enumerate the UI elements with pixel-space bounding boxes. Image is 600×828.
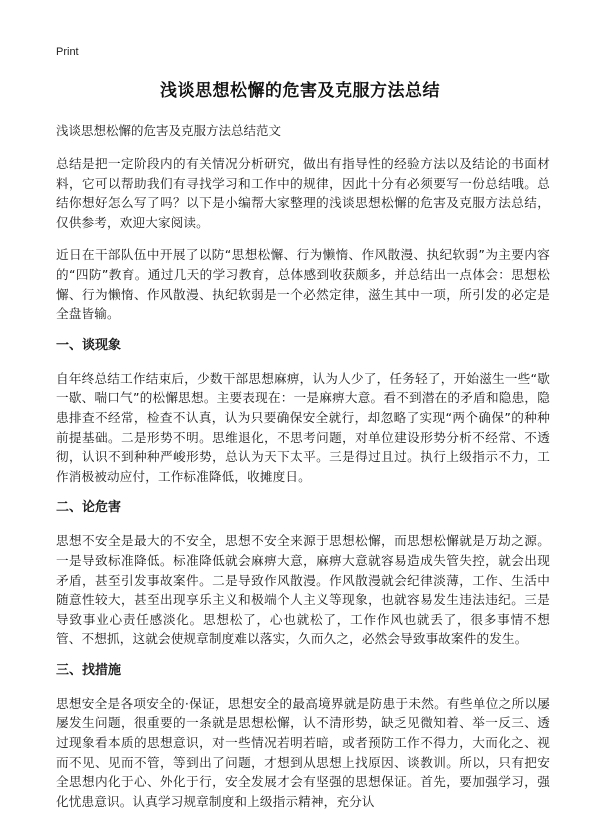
document-title: 浅谈思想松懈的危害及克服方法总结 bbox=[160, 81, 440, 101]
intro-paragraph-2: 近日在干部队伍中开展了以防“思想松懈、行为懒惰、作风散漫、执纪软弱”为主要内容的“四防”教育。通过几天的学习教育，总体感到收获颇多，并总结出一点体会：思想松懈、行为懒惰、作风散漫、执纪软弱是一个必然定律，滋生其中一项，所引发的必定是全盘皆输。 bbox=[56, 247, 550, 322]
intro-paragraph-1: 总结是把一定阶段内的有关情况分析研究，做出有指导性的经验方法以及结论的书面材料，它可以帮助我们有寻找学习和工作中的规律，因此十分有必须要写一份总结哦。总结你想好怎么写了吗？以下是小编帮大家整理的浅谈思想松懈的危害及克服方法总结，仅供参考，欢迎大家阅读。 bbox=[56, 156, 550, 230]
section-paragraph-phenomenon: 自年终总结工作结束后，少数干部思想麻痹，认为人少了，任务轻了，开始滋生一些“歇一歇、喘口气”的松懈思想。主要表现在：一是麻痹大意。看不到潜在的矛盾和隐患，隐患排查不经常，检查不认真，认为只要确保安全就行，却忽略了实现“两个确保”的种种前提基础。二是形势不明。思维退化，不思考问题，对单位建设形势分析不经常、不透彻，认识不到种种严峻形势，总认为天下太平。三是得过且过。执行上级指示不力，工作消极被动应付，工作标准降低，收摊度日。 bbox=[56, 370, 550, 484]
document-content bbox=[56, 122, 550, 824]
section-heading-measures: 三、找措施 bbox=[56, 662, 122, 678]
section-heading-harm: 二、论危害 bbox=[56, 500, 122, 516]
section-heading-phenomenon: 一、谈现象 bbox=[56, 337, 122, 353]
section-paragraph-harm: 思想不安全是最大的不安全，思想不安全来源于思想松懈，而思想松懈就是万劫之源。一是导致标准降低。标准降低就会麻痹大意，麻痹大意就容易造成失管失控，就会出现矛盾，甚至引发事故案件。二是导致作风散漫。作风散漫就会纪律淡薄，工作、生活中随意性较大，甚至出现享乐主义和极端个人主义等现象，也就容易发生违法违纪。三是导致事业心责任感淡化。思想松了，心也就松了，工作作风也就丢了，很多事情不想管、不想抓，这就会使规章制度难以落实，久而久之，必然会导致事故案件的发生。 bbox=[56, 533, 550, 647]
section-paragraph-measures: 思想安全是各项安全的·保证，思想安全的最高境界就是防患于未然。有些单位之所以屡屡发生问题，很重要的一条就是思想松懈，认不清形势，缺乏见微知着、举一反三、透过现象看本质的思想意识，对一些情况若明若暗，或者预防工作不得力，大而化之、视而不见、见而不管，等到出了问题，才想到从思想上找原因、谈教训。所以，只有把安全思想内化于心、外化于行，安全发展才会有坚强的思想保证。首先，要加强学习，强化忧患意识。认真学习规章制度和上级指示精神，充分认 bbox=[56, 695, 550, 809]
document-subtitle: 浅谈思想松懈的危害及克服方法总结范文 bbox=[56, 123, 282, 138]
print-label: Print bbox=[56, 46, 79, 58]
